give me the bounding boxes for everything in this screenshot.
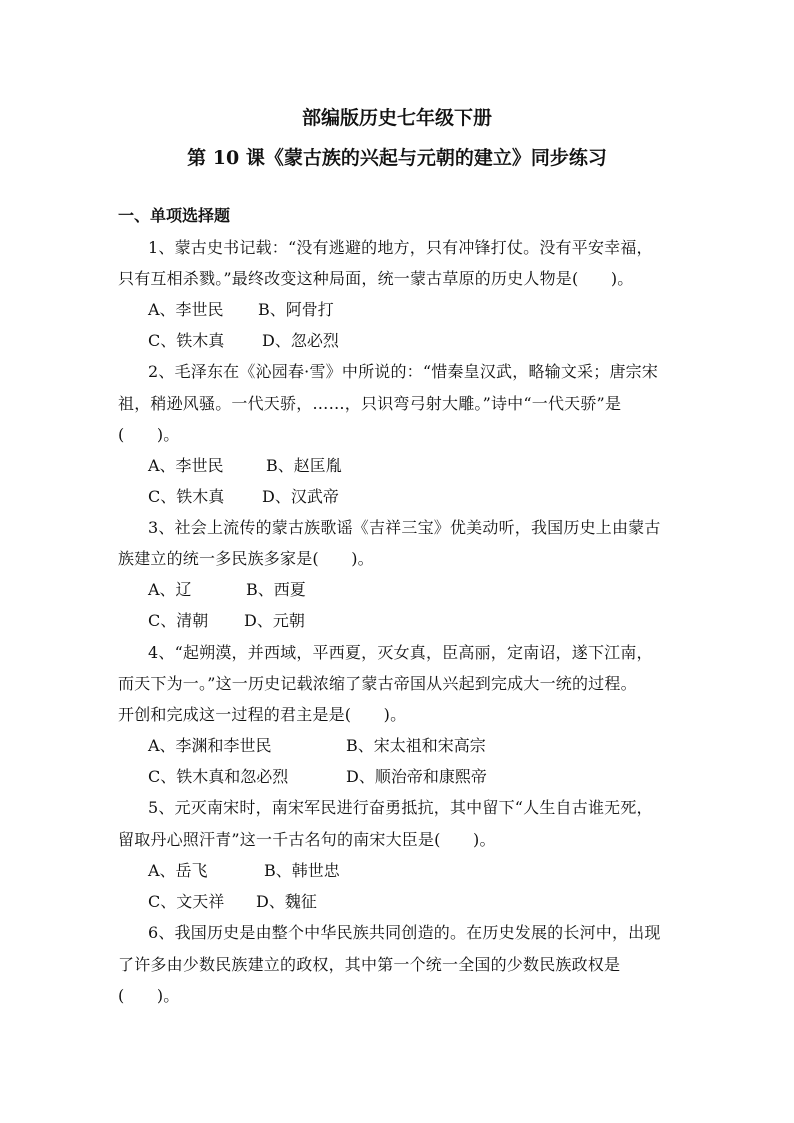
question-1-option-c: C、铁木真 <box>148 331 225 350</box>
question-5-option-a: A、岳飞 <box>148 861 208 880</box>
question-2-line-2: 祖，稍逊风骚。一代天骄，……，只识弯弓射大雕。”诗中“一代天骄”是 <box>118 394 622 413</box>
question-3-option-d: D、元朝 <box>244 611 305 630</box>
question-4-line-1: 4、“起朔漠，并西域，平西夏，灭女真，臣高丽，定南诏，遂下江南， <box>148 643 653 662</box>
question-5-option-c: C、文天祥 <box>148 892 225 911</box>
question-4-option-a: A、李渊和李世民 <box>148 736 272 755</box>
question-2-option-a: A、李世民 <box>148 456 224 475</box>
question-3-option-b: B、西夏 <box>246 580 306 599</box>
question-4-line-2: 而天下为一。”这一历史记载浓缩了蒙古帝国从兴起到完成大一统的过程。 <box>118 674 637 693</box>
question-1-option-a: A、李世民 <box>148 300 224 319</box>
question-3-option-a: A、辽 <box>148 580 192 599</box>
question-6-line-2: 了许多由少数民族建立的政权，其中第一个统一全国的少数民族政权是 <box>118 955 621 974</box>
document-title: 部编版历史七年级下册 <box>301 107 492 129</box>
question-2-option-b: B、赵匡胤 <box>266 456 342 475</box>
question-4-option-b: B、宋太祖和宋高宗 <box>346 736 486 755</box>
question-5-option-d: D、魏征 <box>256 892 317 911</box>
question-6-line-1: 6、我国历史是由整个中华民族共同创造的。在历史发展的长河中，出现 <box>148 923 661 942</box>
question-1-line-2: 只有互相杀戮。”最终改变这种局面，统一蒙古草原的历史人物是( )。 <box>118 269 634 288</box>
question-1-option-b: B、阿骨打 <box>258 300 334 319</box>
question-3-line-2: 族建立的统一多民族多家是( )。 <box>118 549 374 568</box>
question-3-line-1: 3、社会上流传的蒙古族歌谣《吉祥三宝》优美动听，我国历史上由蒙古 <box>148 518 661 537</box>
question-1-line-1: 1、蒙古史书记载：“没有逃避的地方，只有冲锋打仗。没有平安幸福， <box>148 238 653 257</box>
question-2-option-d: D、汉武帝 <box>262 487 339 506</box>
section-heading: 一、单项选择题 <box>118 206 231 225</box>
question-2-line-1: 2、毛泽东在《沁园春·雪》中所说的：“惜秦皇汉武，略输文采；唐宗宋 <box>148 362 659 381</box>
question-4-option-c: C、铁木真和忽必烈 <box>148 767 289 786</box>
question-5-line-1: 5、元灭南宋时，南宋军民进行奋勇抵抗，其中留下“人生自古谁无死， <box>148 798 653 817</box>
question-3-option-c: C、清朝 <box>148 611 209 630</box>
question-1-option-d: D、忽必烈 <box>262 331 339 350</box>
question-4-line-3: 开创和完成这一过程的君主是是( )。 <box>118 705 407 724</box>
question-2-option-c: C、铁木真 <box>148 487 225 506</box>
question-6-line-3: ( )。 <box>118 986 180 1005</box>
question-5-line-2: 留取丹心照汗青”这一千古名句的南宋大臣是( )。 <box>118 830 496 849</box>
question-5-option-b: B、韩世忠 <box>264 861 340 880</box>
lesson-title: 第 10 课《蒙古族的兴起与元朝的建立》同步练习 <box>187 147 607 169</box>
question-4-option-d: D、顺治帝和康熙帝 <box>346 767 487 786</box>
question-2-line-3: ( )。 <box>118 425 180 444</box>
